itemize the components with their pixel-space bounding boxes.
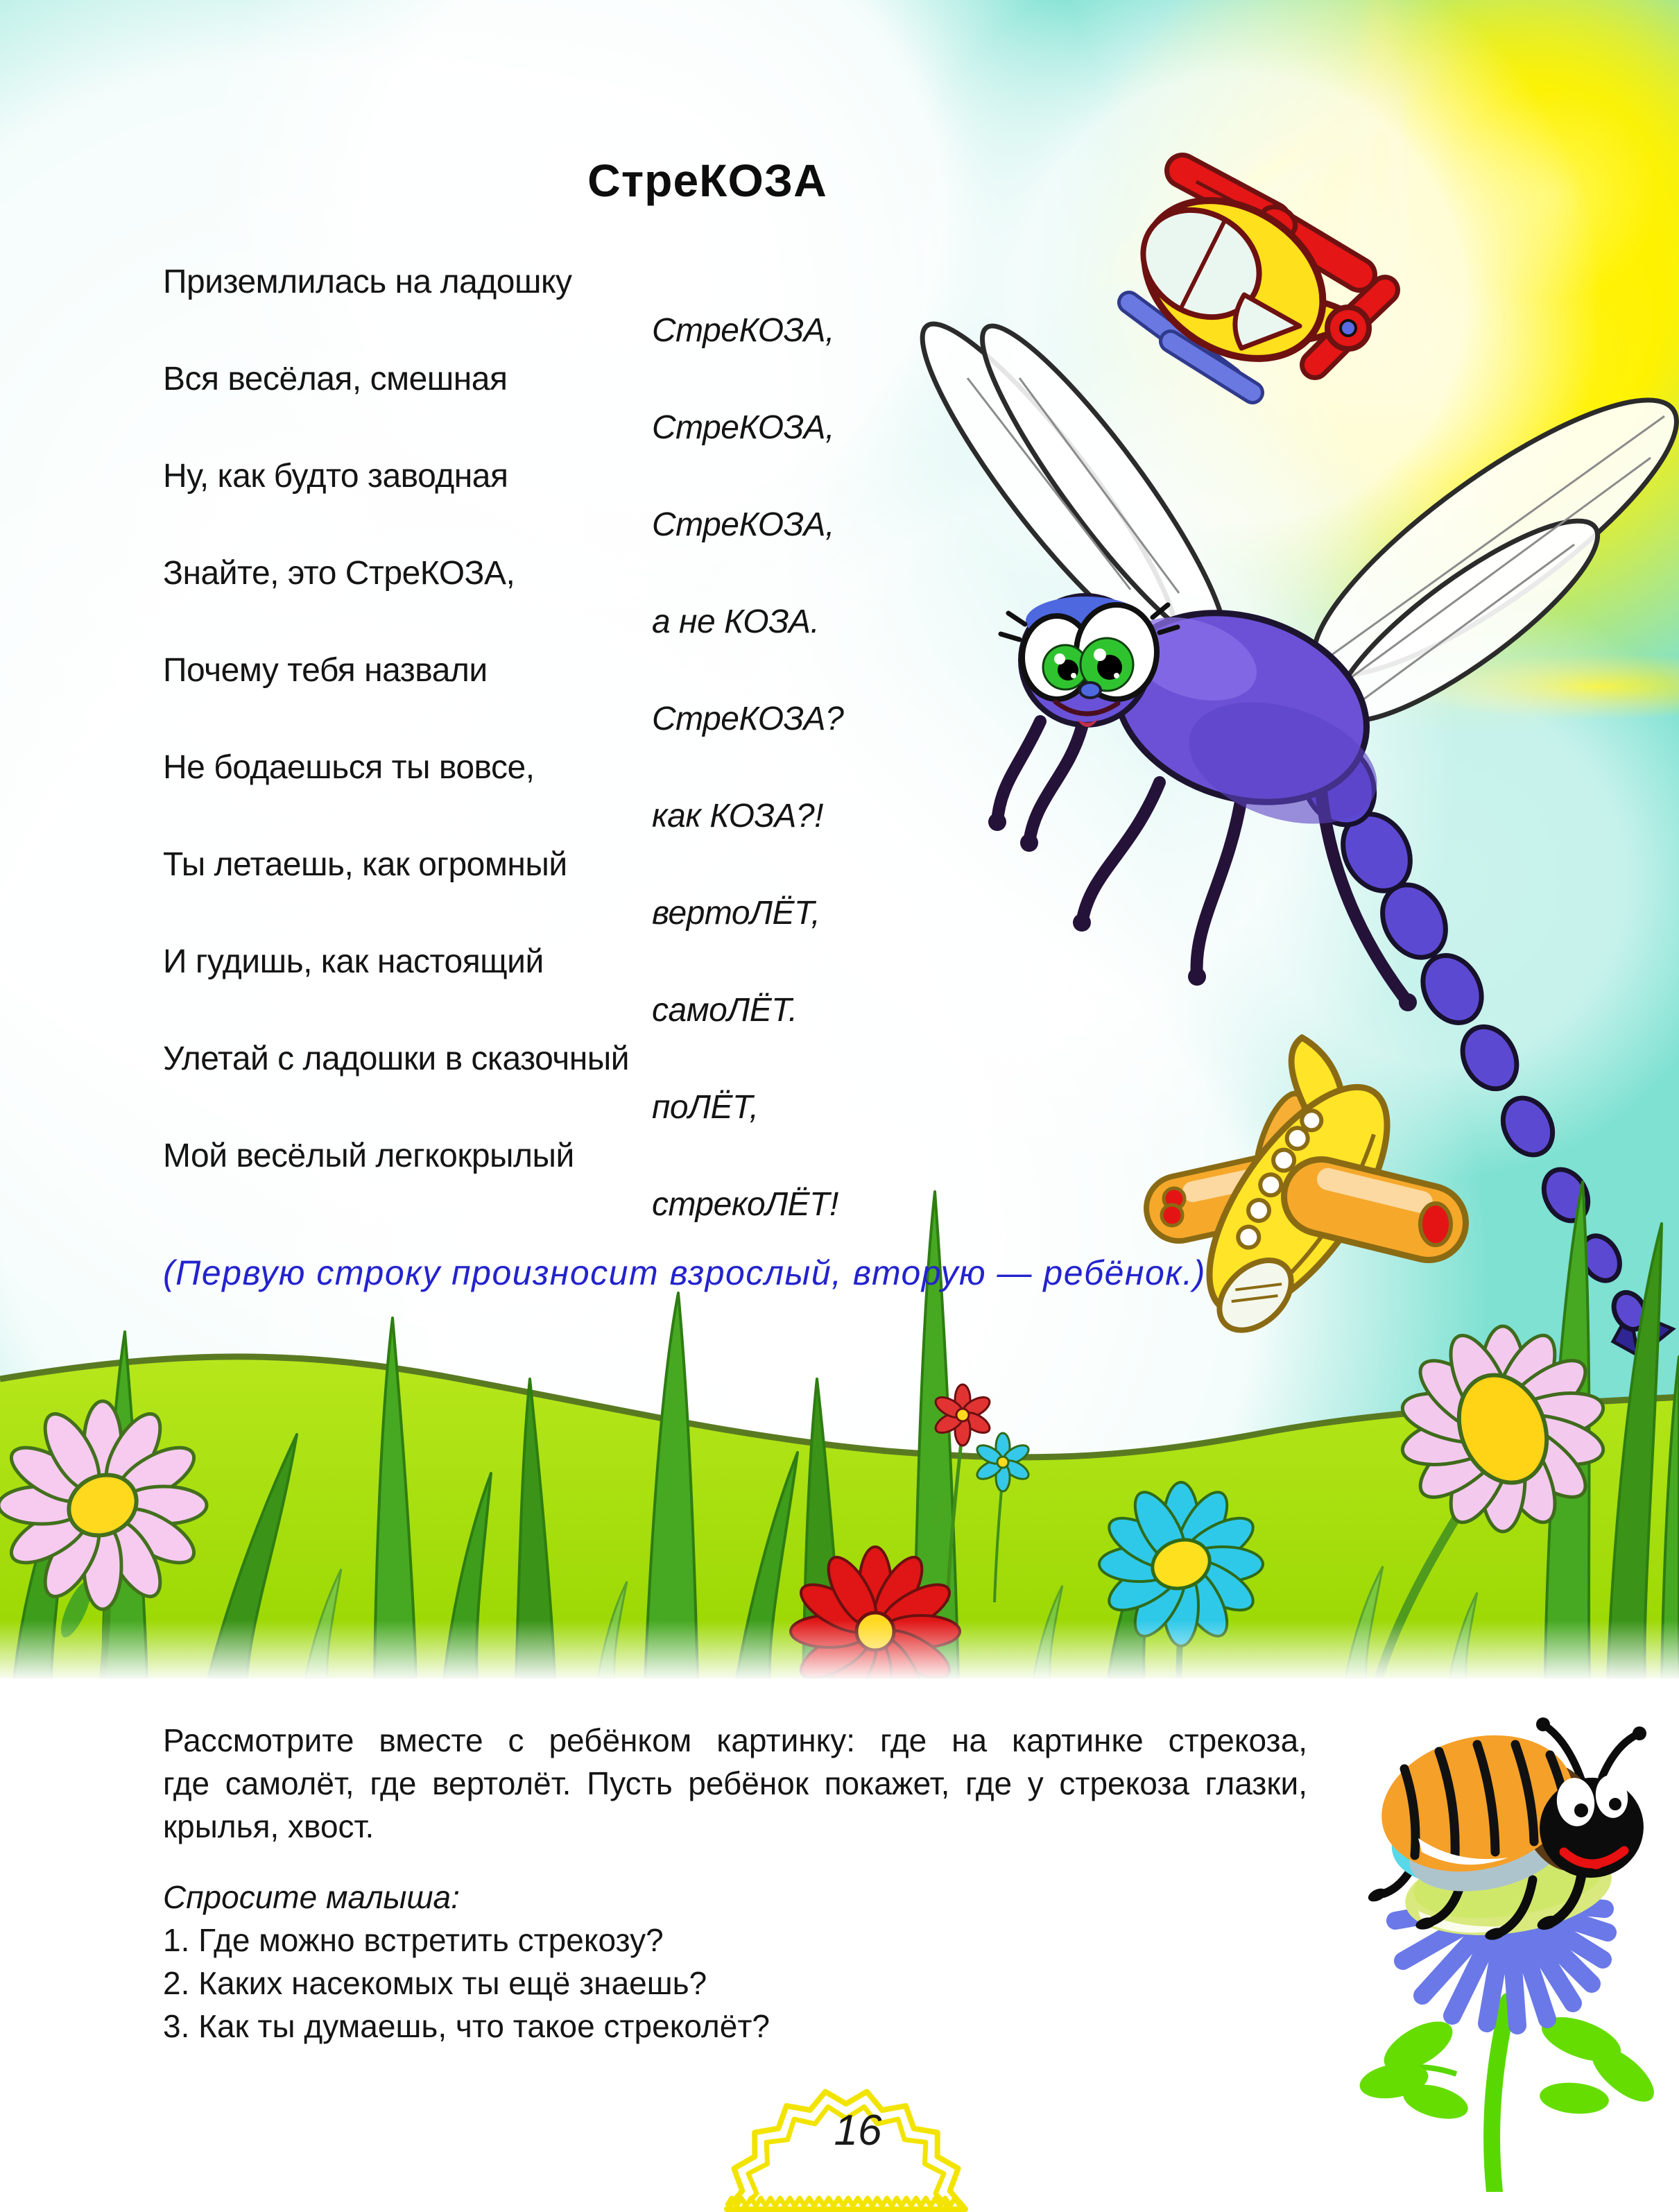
page-number: 16 [834,2107,882,2154]
poem-line: Улетай с ладошки в сказочный [163,1040,630,1077]
poem-line: а не КОЗА. [652,603,820,640]
flower-stem [1492,2001,1508,2192]
poem-line: Ну, как будто заводная [163,458,508,495]
poem-line: стрекоЛЁТ! [652,1186,838,1223]
poem-line: СтреКОЗА, [652,506,834,543]
poem-line: СтреКОЗА, [652,312,834,349]
page-number-badge [721,2070,971,2212]
poem-line: Знайте, это СтреКОЗА, [163,555,515,592]
activity-paragraph-line: где самолёт, где вертолёт. Пусть ребёнок покажет, где у стрекоза глазки, [163,1765,1307,1801]
question-item: 2. Каких насекомых ты ещё знаешь? [163,1965,707,2001]
activity-paragraph-line: Рассмотрите вместе с ребёнком картинку: где на картинке стрекоза, [163,1722,1307,1758]
activity-paragraph-line: крылья, хвост. [163,1808,374,1844]
poem-line: Не бодаешься ты вовсе, [163,749,535,786]
beetle-on-cornflower-illustration [1352,1713,1678,2192]
poem-line: поЛЁТ, [652,1089,759,1126]
poem-line: Мой весёлый легкокрылый [163,1138,574,1174]
antenna [1602,1734,1638,1777]
poem-line: вертоЛЁТ, [652,895,820,932]
poem-line: Почему тебя назвали [163,652,488,689]
question-item: 3. Как ты думаешь, что такое стреколёт? [163,2008,770,2044]
poem-note: (Первую строку произносит взрослый, вторую — ребёнок.) [163,1253,1206,1292]
poem-line: СтреКОЗА? [652,701,844,737]
poem-line: как КОЗА?! [652,798,823,834]
poem-line: И гудишь, как настоящий [163,943,544,980]
poem [163,258,1245,1229]
poem-line: СтреКОЗА, [652,409,834,446]
poem-line: самоЛЁТ. [652,992,798,1029]
poem-line: Ты летаешь, как огромный [163,846,567,883]
question-item: 1. Где можно встретить стрекозу? [163,1922,664,1958]
page-title: СтреКОЗА [587,155,827,206]
poem-line: Вся весёлая, смешная [163,361,508,397]
activity-prompt: Спросите малыша: [163,1879,460,1915]
activity-text [163,1719,1307,2048]
poem-line: Приземлилась на ладошку [163,264,572,300]
